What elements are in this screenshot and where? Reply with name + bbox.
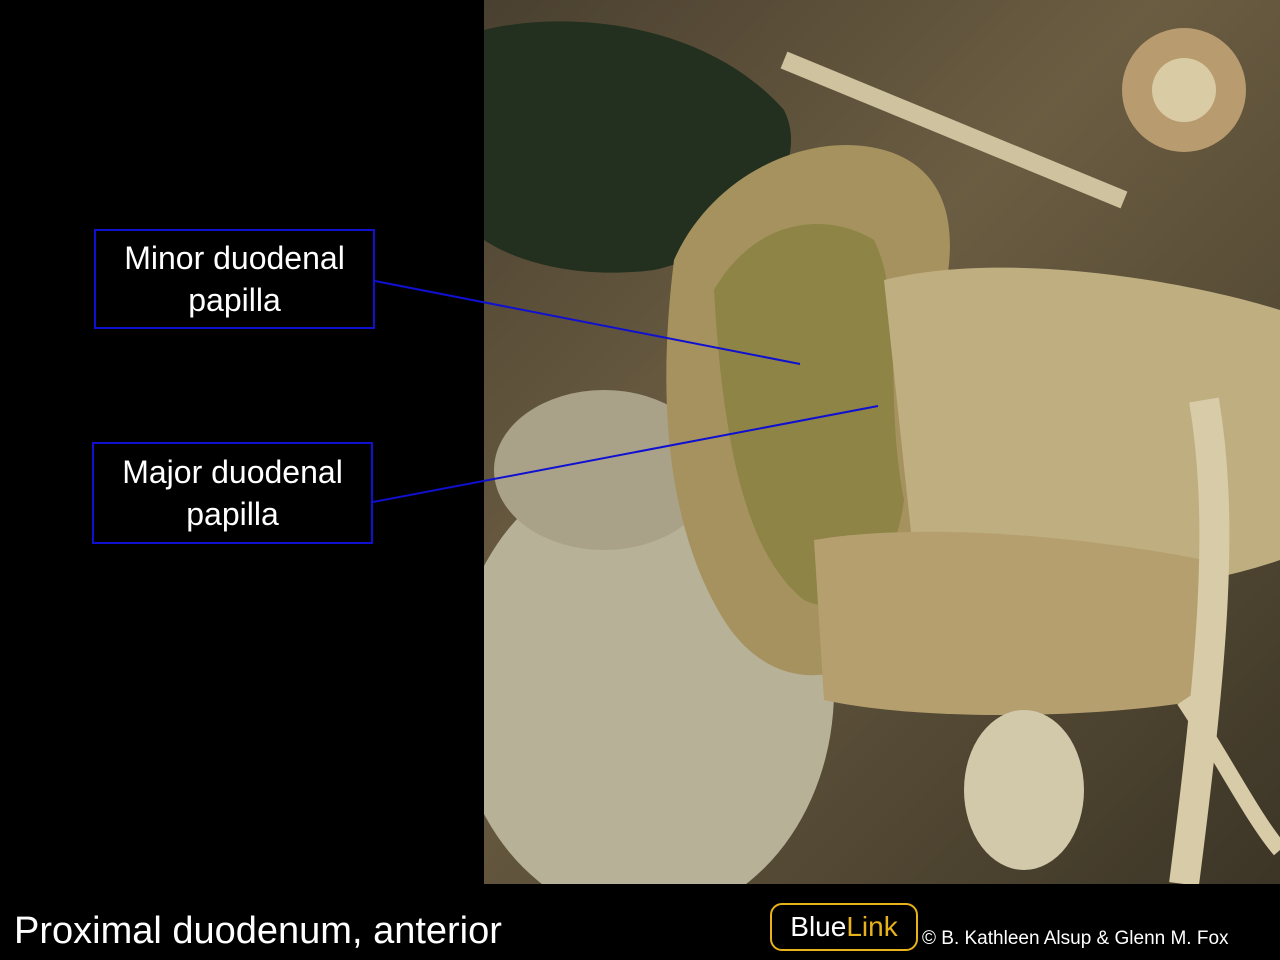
bluelink-logo xyxy=(770,903,918,951)
minor-label-line2: papilla xyxy=(188,282,281,318)
major-papilla-label xyxy=(92,442,373,544)
pale-structure-bottom xyxy=(964,710,1084,870)
minor-label-line1: Minor duodenal xyxy=(124,240,345,276)
major-label-line2: papilla xyxy=(186,496,279,532)
specimen-illustration xyxy=(484,0,1280,884)
vessel-lumen xyxy=(1152,58,1216,122)
specimen-photo xyxy=(484,0,1280,884)
major-label-line1: Major duodenal xyxy=(122,454,343,490)
slide-caption: Proximal duodenum, anterior xyxy=(14,910,502,952)
logo-part2: Link xyxy=(846,911,898,942)
copyright-notice: © B. Kathleen Alsup & Glenn M. Fox xyxy=(922,928,1229,949)
lower-band xyxy=(814,532,1204,715)
logo-part1: Blue xyxy=(790,911,847,942)
minor-papilla-label xyxy=(94,229,375,329)
